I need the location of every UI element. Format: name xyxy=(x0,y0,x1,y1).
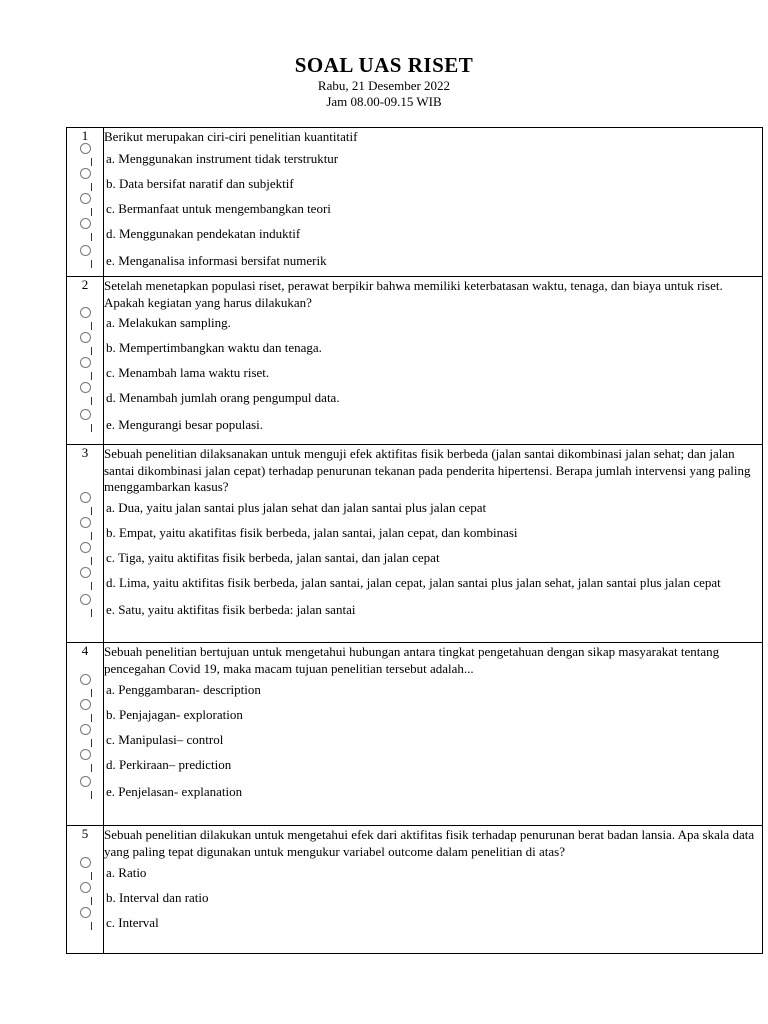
answer-option[interactable] xyxy=(104,731,762,748)
text-cursor-mark xyxy=(91,507,92,515)
question-row xyxy=(67,128,763,277)
question-number: 1 xyxy=(67,128,104,277)
question-row xyxy=(67,643,763,826)
text-cursor-mark xyxy=(91,183,92,191)
radio-button-icon[interactable] xyxy=(80,724,91,735)
answer-option-label: e. Satu, yaitu aktifitas fisik berbeda: jalan santai xyxy=(106,601,356,617)
answer-option[interactable] xyxy=(104,364,762,381)
radio-button-icon[interactable] xyxy=(80,168,91,179)
radio-button-icon[interactable] xyxy=(80,857,91,868)
question-text: Setelah menetapkan populasi riset, perawat berpikir bahwa memiliki keterbatasan waktu, tenaga, dan biaya untuk riset. Apakah kegiatan yang harus dilakukan? xyxy=(104,278,723,310)
text-cursor-mark xyxy=(91,739,92,747)
text-cursor-mark xyxy=(91,689,92,697)
answer-option[interactable] xyxy=(104,889,762,906)
answer-option-label: a. Melakukan sampling. xyxy=(106,315,231,330)
radio-button-icon[interactable] xyxy=(80,699,91,710)
text-cursor-mark xyxy=(91,322,92,330)
answer-option[interactable] xyxy=(104,574,762,591)
answer-option-label: b. Data bersifat naratif dan subjektif xyxy=(106,175,294,191)
answer-option[interactable] xyxy=(104,864,762,881)
answer-option-label: d. Menambah jumlah orang pengumpul data. xyxy=(106,390,340,405)
text-cursor-mark xyxy=(91,158,92,166)
question-number: 5 xyxy=(67,826,104,954)
question-body xyxy=(104,277,763,445)
text-cursor-mark xyxy=(91,260,92,268)
question-number: 3 xyxy=(67,445,104,643)
answer-option-label: d. Menggunakan pendekatan induktif xyxy=(106,225,301,241)
radio-button-icon[interactable] xyxy=(80,143,91,154)
text-cursor-mark xyxy=(91,557,92,565)
question-row xyxy=(67,445,763,643)
text-cursor-mark xyxy=(91,582,92,590)
radio-button-icon[interactable] xyxy=(80,218,91,229)
answer-option-label: a. Dua, yaitu jalan santai plus jalan sehat dan jalan santai plus jalan cepat xyxy=(106,499,487,515)
question-number: 4 xyxy=(67,643,104,826)
question-body xyxy=(104,826,763,954)
answer-option[interactable] xyxy=(104,914,762,931)
radio-button-icon[interactable] xyxy=(80,409,91,420)
exam-time: Jam 08.00-09.15 WIB xyxy=(326,94,442,109)
radio-button-icon[interactable] xyxy=(80,594,91,605)
answer-option-label: b. Mempertimbangkan waktu dan tenaga. xyxy=(106,340,322,355)
text-cursor-mark xyxy=(91,922,92,930)
answer-option-label: a. Ratio xyxy=(106,865,147,880)
answer-option-label: e. Penjelasan- explanation xyxy=(106,784,243,799)
answer-option-label: c. Bermanfaat untuk mengembangkan teori xyxy=(106,200,331,216)
document-header xyxy=(0,52,768,110)
question-text: Sebuah penelitian dilaksanakan untuk menguji efek aktifitas fisik berbeda (jalan santai dikombinasi jalan sehat; dan jalan santai dikombinasi jalan cepat) terhadap penurunan tekanan pada penderita hipertensi. Berapa jumlah intervensi yang paling menggambarkan kasus? xyxy=(104,446,751,494)
text-cursor-mark xyxy=(91,532,92,540)
answer-option[interactable] xyxy=(104,706,762,723)
answer-option[interactable] xyxy=(104,389,762,406)
answer-option[interactable] xyxy=(104,175,762,192)
radio-button-icon[interactable] xyxy=(80,517,91,528)
text-cursor-mark xyxy=(91,424,92,432)
text-cursor-mark xyxy=(91,714,92,722)
question-body xyxy=(104,445,763,643)
question-text: Sebuah penelitian bertujuan untuk mengetahui hubungan antara tingkat pengetahuan dengan sikap masyarakat tentang pencegahan Covid 19, maka macam tujuan penelitian tersebut adalah... xyxy=(104,644,720,676)
question-body xyxy=(104,128,763,277)
answer-option[interactable] xyxy=(104,225,762,242)
answer-option[interactable] xyxy=(104,339,762,356)
answer-option-label: a. Penggambaran- description xyxy=(106,682,261,697)
radio-button-icon[interactable] xyxy=(80,492,91,503)
answer-option-label: c. Menambah lama waktu riset. xyxy=(106,365,270,380)
radio-button-icon[interactable] xyxy=(80,776,91,787)
radio-button-icon[interactable] xyxy=(80,749,91,760)
answer-option-label: d. Lima, yaitu aktifitas fisik berbeda, jalan santai, jalan cepat, jalan santai plus jalan sehat, jalan santai plus jalan cepat xyxy=(106,574,721,590)
answer-option[interactable] xyxy=(104,252,762,269)
question-text: Berikut merupakan ciri-ciri penelitian kuantitatif xyxy=(104,129,358,144)
answer-option[interactable] xyxy=(104,524,762,541)
text-cursor-mark xyxy=(91,372,92,380)
answer-option[interactable] xyxy=(104,499,762,516)
question-row xyxy=(67,277,763,445)
answer-option[interactable] xyxy=(104,756,762,773)
radio-button-icon[interactable] xyxy=(80,542,91,553)
question-text: Sebuah penelitian dilakukan untuk mengetahui efek dari aktifitas fisik terhadap penurunan berat badan lansia. Apa skala data yang paling tepat digunakan untuk mengukur variabel outcome dalam penelitian di atas? xyxy=(104,827,755,859)
answer-option[interactable] xyxy=(104,200,762,217)
exam-date: Rabu, 21 Desember 2022 xyxy=(317,78,451,93)
radio-button-icon[interactable] xyxy=(80,193,91,204)
answer-option-label: b. Penjajagan- exploration xyxy=(106,707,243,722)
radio-button-icon[interactable] xyxy=(80,357,91,368)
radio-button-icon[interactable] xyxy=(80,245,91,256)
question-row xyxy=(67,826,763,954)
text-cursor-mark xyxy=(91,872,92,880)
text-cursor-mark xyxy=(91,897,92,905)
answer-option[interactable] xyxy=(104,601,762,618)
radio-button-icon[interactable] xyxy=(80,882,91,893)
radio-button-icon[interactable] xyxy=(80,907,91,918)
answer-option[interactable] xyxy=(104,681,762,698)
text-cursor-mark xyxy=(91,233,92,241)
text-cursor-mark xyxy=(91,347,92,355)
answer-option-label: e. Mengurangi besar populasi. xyxy=(106,417,264,432)
answer-option-label: d. Perkiraan– prediction xyxy=(106,757,232,772)
page-title: SOAL UAS RISET xyxy=(294,53,474,77)
answer-option-label: c. Manipulasi– control xyxy=(106,732,224,747)
text-cursor-mark xyxy=(91,764,92,772)
question-number: 2 xyxy=(67,277,104,445)
text-cursor-mark xyxy=(91,609,92,617)
answer-option-label: b. Empat, yaitu akatifitas fisik berbeda, jalan santai, jalan cepat, dan kombinasi xyxy=(106,524,518,540)
answer-option-label: c. Tiga, yaitu aktifitas fisik berbeda, jalan santai, dan jalan cepat xyxy=(106,549,440,565)
answer-option[interactable] xyxy=(104,150,762,167)
answer-option-label: b. Interval dan ratio xyxy=(106,890,209,905)
radio-button-icon[interactable] xyxy=(80,382,91,393)
question-body xyxy=(104,643,763,826)
answer-option-label: e. Menganalisa informasi bersifat numerik xyxy=(106,252,327,268)
text-cursor-mark xyxy=(91,791,92,799)
question-table xyxy=(66,127,763,954)
text-cursor-mark xyxy=(91,208,92,216)
radio-button-icon[interactable] xyxy=(80,674,91,685)
text-cursor-mark xyxy=(91,397,92,405)
radio-button-icon[interactable] xyxy=(80,567,91,578)
answer-option[interactable] xyxy=(104,416,762,433)
answer-option-label: a. Menggunakan instrument tidak terstruktur xyxy=(106,150,339,166)
radio-button-icon[interactable] xyxy=(80,307,91,318)
answer-option[interactable] xyxy=(104,783,762,800)
answer-option[interactable] xyxy=(104,549,762,566)
answer-option-label: c. Interval xyxy=(106,915,159,930)
radio-button-icon[interactable] xyxy=(80,332,91,343)
answer-option[interactable] xyxy=(104,314,762,331)
